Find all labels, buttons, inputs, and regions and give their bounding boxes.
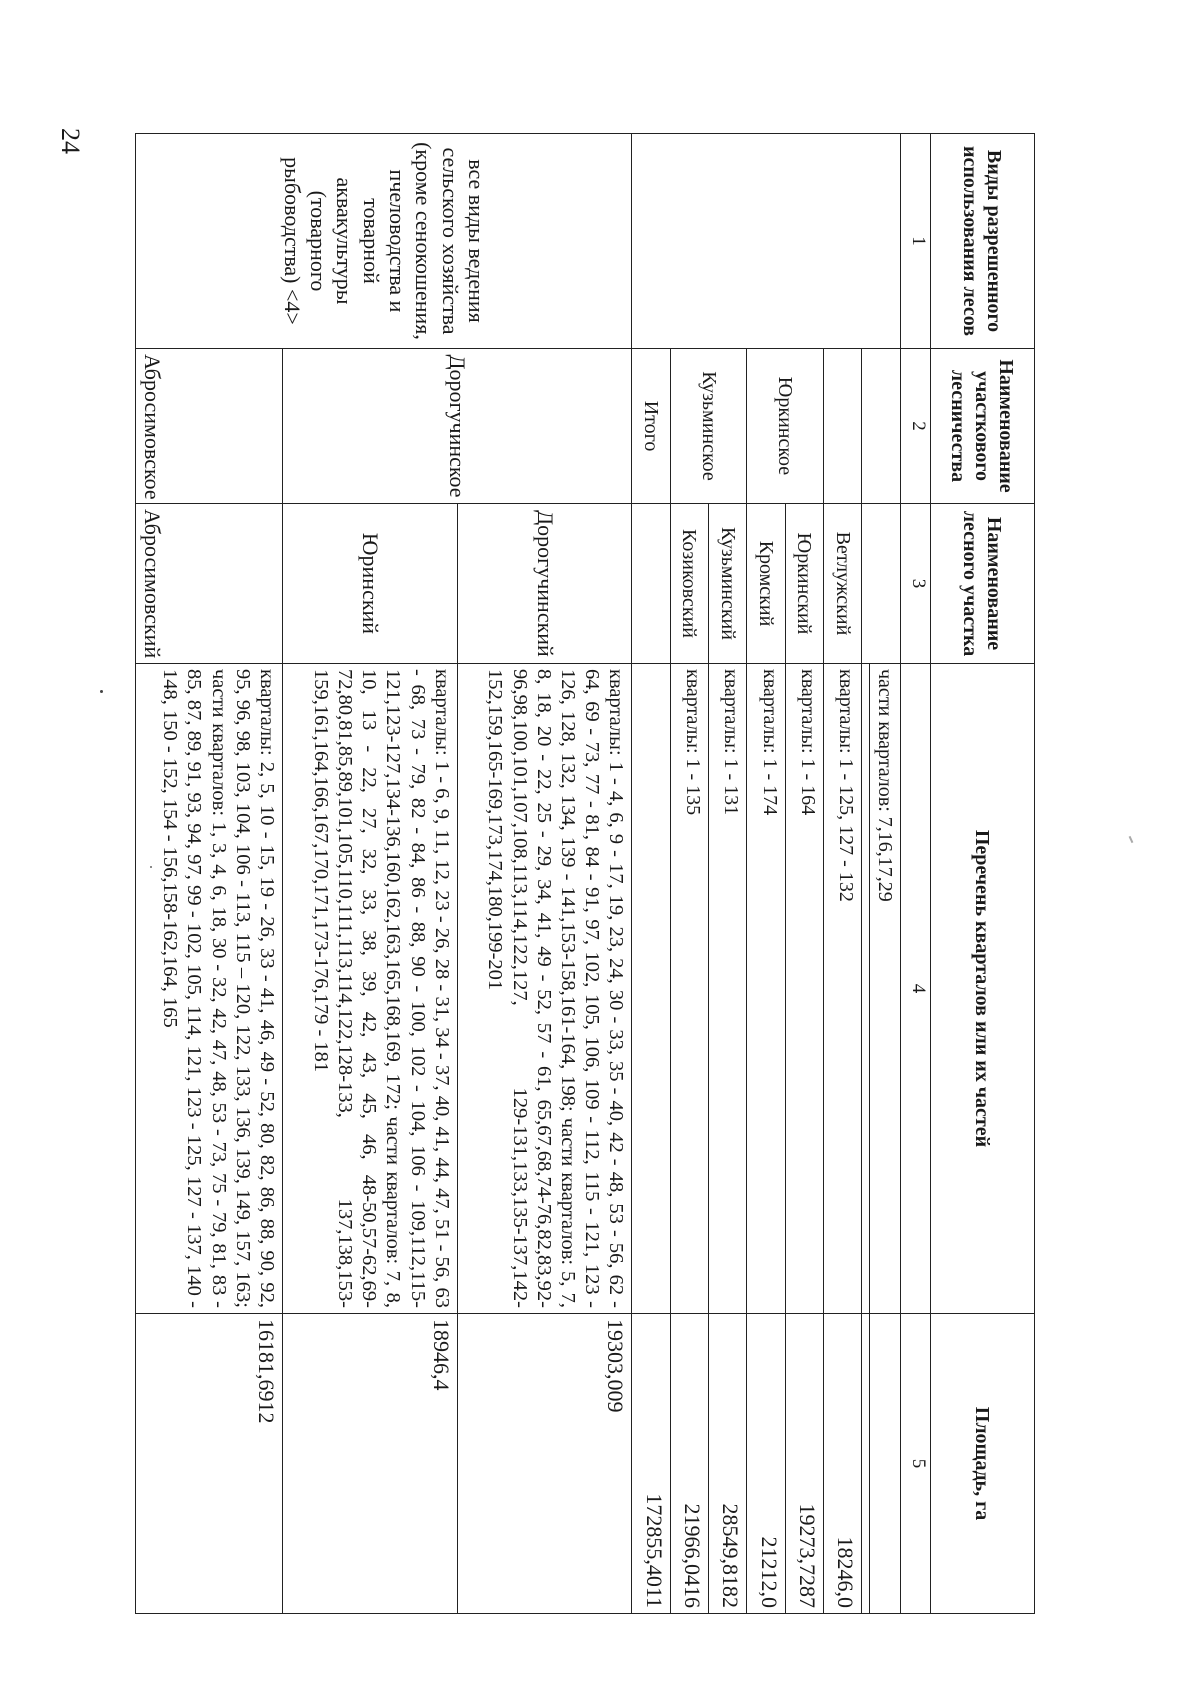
- area-cell: [862, 1314, 870, 1614]
- forestry-cell: Юркинское: [747, 349, 824, 504]
- forestry-cell-empty: [824, 349, 862, 504]
- plot-cell: Козиковский: [670, 504, 708, 664]
- plot-cell: Кузьминский: [709, 504, 747, 664]
- header-use-type: Виды разрешенного использования лесов: [931, 134, 1035, 349]
- rotated-table-container: [135, 133, 1035, 1613]
- quarters-cell: кварталы: 1 - 6, 9, 11, 12, 23 - 26, 28 - 31, 34 - 37, 40, 41, 44, 47, 51 - 56, 63 - 68, 73 - 79, 82 - 84, 86 - 88, 90 - 100, 102 - 104, 106 - 109,112,115-121,123-127,134-136,160,162,163,165,168,169, 172; части кварталов: 7, 8, 10, 13 - 22, 27, 32, 33, 38, 39, 42, 43, 45, 46, 48-50,57-62,69-72,80,81,85,89,101,105,110,111,113,114,122,128-133, 137,138,153-159,161,164,166,167,170,171,173-176,179 - 181: [283, 664, 458, 1314]
- forestry-cell-empty: [862, 349, 901, 504]
- quarters-cell: кварталы: 1 - 4, 6, 9 - 17, 19, 23, 24, 30 - 33, 35 - 40, 42 - 48, 53 - 56, 62 - 64, 69 - 73, 77 - 81, 84 - 91, 97, 102, 105, 106, 109 - 112, 115 - 121, 123 - 126, 128, 132, 134, 139 - 141,153-158,161-164, 198; части кварталов: 5, 7, 8, 18, 20 - 22, 25 - 29, 34, 41, 49 - 52, 57 - 61, 65,67,68,74-76,82,83,92-96,98,100,101,107,108,113,114,122,127, 129-131,133,135-137,142-152,159,165-169,173,174,180,199-201: [457, 664, 632, 1314]
- forestry-cell: Абросимовское: [136, 349, 283, 504]
- column-numbers-row: [901, 134, 931, 1614]
- scan-speck: [1129, 836, 1134, 843]
- area-cell: 21212,0: [747, 1314, 785, 1614]
- itogo-label: Итого: [632, 349, 670, 504]
- quarters-cell: кварталы: 1 - 164: [785, 664, 823, 1314]
- area-cell: 28549,8182: [709, 1314, 747, 1614]
- area-cell: [870, 1314, 901, 1614]
- table-row: [870, 134, 901, 1614]
- area-cell: 19303,009: [457, 1314, 632, 1614]
- area-cell: 19273,7287: [785, 1314, 823, 1614]
- area-cell: 21966,0416: [670, 1314, 708, 1614]
- table-row: [824, 134, 862, 1614]
- plot-cell: Кромский: [747, 504, 785, 664]
- header-plot: Наименование лесного участка: [931, 504, 1035, 664]
- use-type-cell: все виды ведения сельского хозяйства (кроме сенокошения, пчеловодства и товарной аквакультуры (товарного рыбоводства) <4>: [136, 134, 632, 349]
- table-row: [136, 134, 283, 1614]
- plot-cell: Юринский: [283, 504, 458, 664]
- plot-cell-empty: [862, 504, 901, 664]
- quarters-cell: кварталы: 1 - 125, 127 - 132: [824, 664, 862, 1314]
- quarters-cell: кварталы: 1 - 131: [709, 664, 747, 1314]
- table-row: [457, 134, 632, 1614]
- use-type-cell-empty: [632, 134, 901, 349]
- area-cell: 18246,0: [824, 1314, 862, 1614]
- page-number: 24: [56, 128, 85, 154]
- column-number: 4: [901, 664, 931, 1314]
- column-number: 1: [901, 134, 931, 349]
- area-cell: 16181,6912: [136, 1314, 283, 1614]
- quarters-cell: части кварталов: 7,16,17,29: [870, 664, 901, 1314]
- column-number: 3: [901, 504, 931, 664]
- quarters-cell: кварталы: 2, 5, 10 - 15, 19 - 26, 33 - 41, 46, 49 - 52, 80, 82, 86, 88, 90, 92, 95, 96, 98, 103, 104, 106 - 113, 115 – 120, 122, 133, 136, 139, 149, 157, 163; части кварталов: 1, 3, 4, 6, 18, 30 - 32, 42, 47, 48, 53 - 73, 75 - 79, 81, 83 - 85, 87, 89, 91, 93, 94, 97, 99 - 102, 105, 114, 121, 123 - 125, 127 - 137, 140 - 148, 150 - 152, 154 - 156,158-162,164, 165: [136, 664, 283, 1314]
- plot-cell: Ветлужский: [824, 504, 862, 664]
- scan-speck: [100, 690, 103, 693]
- plot-cell: Юркинский: [785, 504, 823, 664]
- table-row: [709, 134, 747, 1614]
- header-area: Площадь, га: [931, 1314, 1035, 1614]
- quarters-cell-empty: [632, 664, 670, 1314]
- column-number: 5: [901, 1314, 931, 1614]
- header-row: [931, 134, 1035, 1614]
- forestry-cell: Дорогучинское: [283, 349, 632, 504]
- area-cell: 18946,4: [283, 1314, 458, 1614]
- plot-cell-empty: [632, 504, 670, 664]
- plot-cell: Абросимовский: [136, 504, 283, 664]
- forestry-cell: Кузьминское: [670, 349, 747, 504]
- quarters-cell: кварталы: 1 - 174: [747, 664, 785, 1314]
- header-forestry: Наименование участкового лесничества: [931, 349, 1035, 504]
- column-number: 2: [901, 349, 931, 504]
- header-quarters: Перечень кварталов или их частей: [931, 664, 1035, 1314]
- forest-use-table: [135, 133, 1035, 1614]
- quarters-cell: [862, 664, 870, 1314]
- quarters-cell: кварталы: 1 - 135: [670, 664, 708, 1314]
- itogo-area: 172855,4011: [632, 1314, 670, 1614]
- table-row: [785, 134, 823, 1614]
- itogo-row: [632, 134, 670, 1614]
- plot-cell: Дорогучинский: [457, 504, 632, 664]
